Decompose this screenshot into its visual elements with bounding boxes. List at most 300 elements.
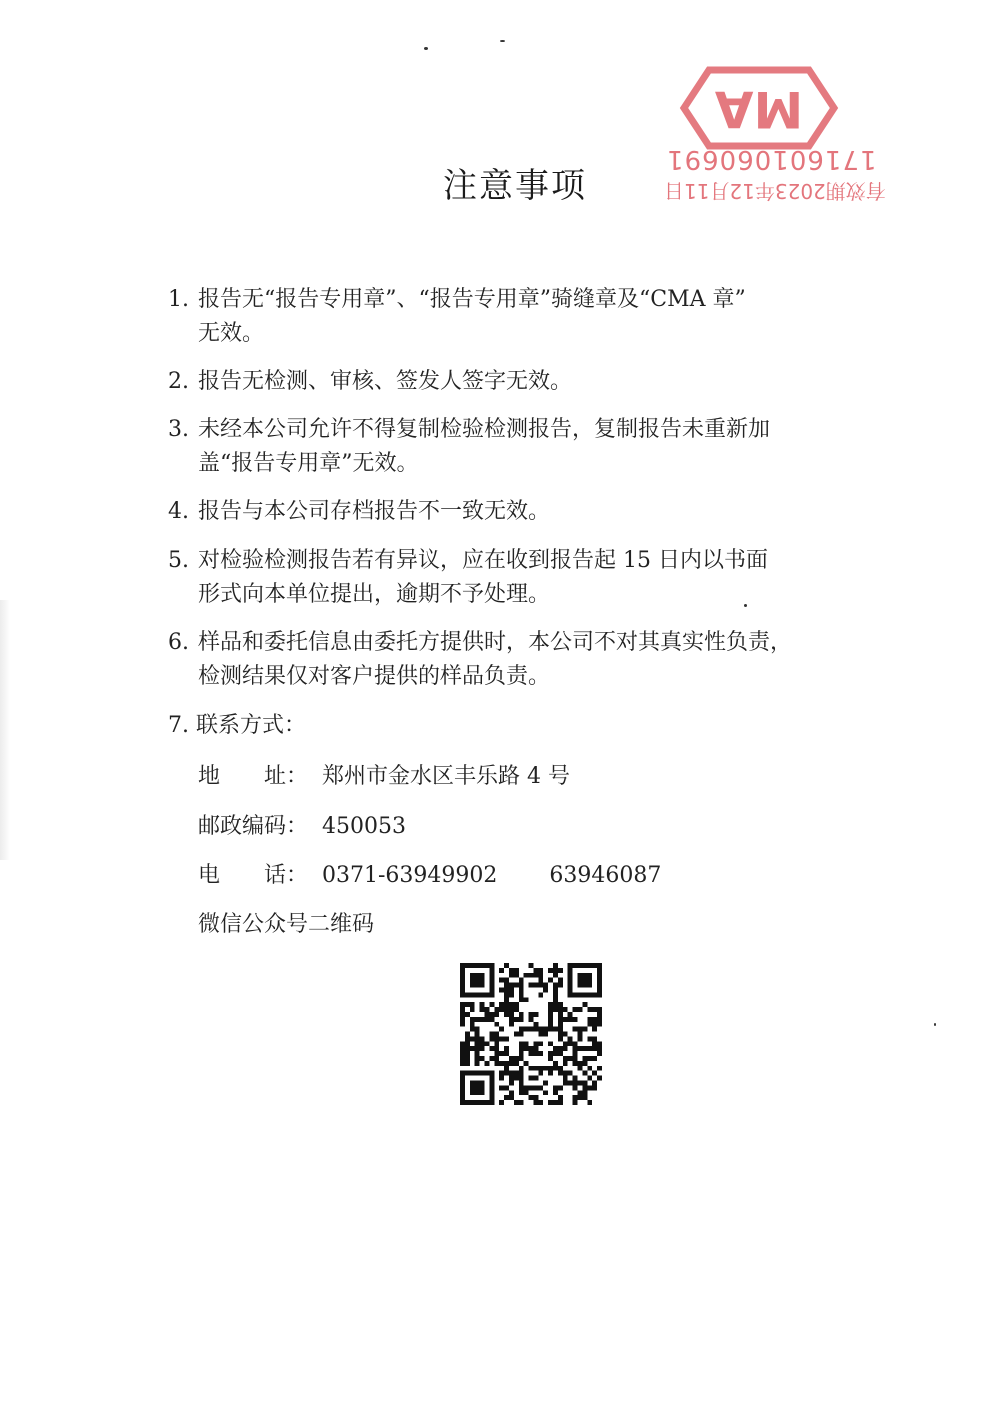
qr-module: [543, 1032, 548, 1037]
qr-module: [519, 1100, 524, 1105]
qr-module: [533, 1012, 538, 1017]
qr-module: [489, 983, 494, 988]
qr-module: [460, 1046, 465, 1051]
qr-module: [475, 1090, 480, 1095]
qr-module: [553, 987, 558, 992]
qr-module: [509, 1056, 514, 1061]
qr-module: [568, 968, 573, 973]
qr-module: [597, 987, 602, 992]
qr-module: [587, 1046, 592, 1051]
qr-module: [480, 983, 485, 988]
qr-module: [538, 1032, 543, 1037]
qr-module: [504, 983, 509, 988]
scan-speck: [424, 47, 428, 50]
qr-module: [592, 1041, 597, 1046]
qr-module: [460, 1090, 465, 1095]
qr-module: [568, 1036, 573, 1041]
qr-module: [514, 1100, 519, 1105]
qr-module: [470, 1017, 475, 1022]
qr-module: [553, 968, 558, 973]
qr-module: [504, 997, 509, 1002]
qr-module: [592, 1017, 597, 1022]
qr-module: [529, 1046, 534, 1051]
qr-module: [543, 1066, 548, 1071]
qr-module: [460, 1095, 465, 1100]
qr-module: [587, 1085, 592, 1090]
qr-module: [475, 1100, 480, 1105]
qr-module: [489, 992, 494, 997]
qr-module: [592, 1056, 597, 1061]
qr-module: [563, 1081, 568, 1086]
qr-module: [543, 1090, 548, 1095]
qr-module: [553, 1007, 558, 1012]
qr-module: [568, 1017, 573, 1022]
qr-module: [494, 1022, 499, 1027]
qr-module: [573, 992, 578, 997]
qr-module: [509, 973, 514, 978]
notice-item-number: 4.: [168, 499, 189, 524]
qr-module: [587, 1100, 592, 1105]
qr-module: [470, 1036, 475, 1041]
qr-module: [494, 1012, 499, 1017]
qr-module: [568, 978, 573, 983]
qr-module: [489, 1076, 494, 1081]
qr-module: [504, 1007, 509, 1012]
qr-module: [519, 1085, 524, 1090]
qr-module: [509, 987, 514, 992]
qr-module: [568, 987, 573, 992]
qr-module: [460, 1007, 465, 1012]
qr-module: [587, 1066, 592, 1071]
qr-module: [524, 1046, 529, 1051]
qr-module: [538, 1100, 543, 1105]
qr-module: [582, 1095, 587, 1100]
qr-module: [533, 1046, 538, 1051]
qr-module: [494, 1007, 499, 1012]
qr-module: [543, 987, 548, 992]
notice-item-3: [168, 413, 888, 481]
qr-module: [480, 1071, 485, 1076]
qr-module: [475, 983, 480, 988]
qr-module: [460, 992, 465, 997]
qr-module: [509, 968, 514, 973]
qr-module: [514, 1007, 519, 1012]
qr-module: [582, 983, 587, 988]
qr-module: [548, 978, 553, 983]
qr-module: [509, 1071, 514, 1076]
qr-module: [543, 1027, 548, 1032]
qr-module: [568, 1041, 573, 1046]
qr-module: [465, 1012, 470, 1017]
qr-module: [533, 983, 538, 988]
qr-module: [568, 1071, 573, 1076]
qr-module: [582, 1071, 587, 1076]
qr-module: [529, 1017, 534, 1022]
qr-module: [480, 973, 485, 978]
qr-module: [563, 1076, 568, 1081]
qr-module: [475, 963, 480, 968]
qr-module: [509, 1095, 514, 1100]
qr-module: [499, 1027, 504, 1032]
qr-module: [538, 1027, 543, 1032]
qr-module: [538, 1085, 543, 1090]
qr-module: [578, 1036, 583, 1041]
qr-module: [568, 1056, 573, 1061]
qr-module: [489, 973, 494, 978]
qr-module: [587, 1022, 592, 1027]
qr-module: [582, 1027, 587, 1032]
qr-module: [489, 978, 494, 983]
qr-module: [553, 997, 558, 1002]
qr-module: [494, 1036, 499, 1041]
qr-module: [489, 1071, 494, 1076]
qr-module: [519, 1017, 524, 1022]
qr-module: [597, 1066, 602, 1071]
qr-module: [553, 1066, 558, 1071]
qr-module: [470, 1046, 475, 1051]
qr-module: [568, 1081, 573, 1086]
qr-module: [470, 978, 475, 983]
qr-module: [519, 978, 524, 983]
qr-module: [509, 1002, 514, 1007]
qr-module: [465, 1056, 470, 1061]
qr-module: [504, 992, 509, 997]
qr-module: [514, 1032, 519, 1037]
qr-module: [524, 1061, 529, 1066]
qr-module: [470, 1100, 475, 1105]
qr-module: [587, 1076, 592, 1081]
qr-module: [597, 1022, 602, 1027]
qr-module: [533, 1051, 538, 1056]
qr-module: [558, 1066, 563, 1071]
notice-item-4: [168, 495, 888, 529]
contact-heading: 7. 联系方式：: [168, 713, 306, 738]
qr-module: [460, 978, 465, 983]
qr-module: [578, 1007, 583, 1012]
qr-module: [529, 1027, 534, 1032]
scan-shadow: [0, 600, 10, 860]
qr-module: [538, 983, 543, 988]
qr-module: [558, 1046, 563, 1051]
qr-module: [480, 1041, 485, 1046]
qr-module: [484, 1100, 489, 1105]
qr-module: [568, 983, 573, 988]
phone-label: 电 话：: [198, 863, 309, 888]
notice-item-text: 报告无检测、审核、签发人签字无效。: [198, 369, 573, 394]
qr-module: [465, 992, 470, 997]
qr-module: [573, 1027, 578, 1032]
qr-module: [499, 987, 504, 992]
qr-module: [587, 992, 592, 997]
qr-module: [484, 1007, 489, 1012]
qr-module: [499, 1007, 504, 1012]
qr-module: [499, 1061, 504, 1066]
postcode-label: 邮政编码：: [198, 814, 309, 839]
phone-value-1: 0371-63949902: [322, 863, 498, 888]
qr-module: [558, 1032, 563, 1037]
qr-module: [504, 1095, 509, 1100]
qr-module: [524, 973, 529, 978]
notice-item-text: 对检验检测报告若有异议，应在收到报告起 15 日内以书面 形式向本单位提出，逾期不予处理。: [198, 548, 768, 607]
qr-module: [489, 1081, 494, 1086]
notice-item-number: 3.: [168, 417, 189, 442]
qr-module: [480, 1007, 485, 1012]
qr-module: [582, 1056, 587, 1061]
notice-item-6: [168, 626, 888, 694]
qr-module: [484, 1041, 489, 1046]
qr-module: [514, 1002, 519, 1007]
qr-code-icon: [460, 963, 602, 1105]
qr-module: [573, 1007, 578, 1012]
qr-module: [563, 1061, 568, 1066]
qr-module: [573, 1100, 578, 1105]
qr-module: [475, 978, 480, 983]
qr-module: [563, 1032, 568, 1037]
notice-item-text: 报告与本公司存档报告不一致无效。: [198, 499, 551, 524]
qr-module: [460, 968, 465, 973]
qr-module: [509, 1076, 514, 1081]
qr-module: [514, 968, 519, 973]
qr-module: [592, 1036, 597, 1041]
qr-module: [465, 1061, 470, 1066]
qr-module: [519, 1041, 524, 1046]
qr-module: [573, 1095, 578, 1100]
qr-module: [504, 1051, 509, 1056]
qr-module: [582, 1085, 587, 1090]
qr-module: [519, 1081, 524, 1086]
qr-module: [548, 1012, 553, 1017]
qr-module: [582, 963, 587, 968]
qr-module: [489, 1056, 494, 1061]
qr-module: [558, 1071, 563, 1076]
qr-module: [558, 1002, 563, 1007]
qr-module: [489, 1095, 494, 1100]
qr-module: [578, 1046, 583, 1051]
scan-speck: [500, 40, 505, 42]
qr-module: [578, 978, 583, 983]
qr-module: [509, 1012, 514, 1017]
qr-module: [597, 1076, 602, 1081]
seal-validity: 有效期2023年12月11日: [664, 179, 886, 203]
qr-module: [514, 983, 519, 988]
qr-module: [475, 1017, 480, 1022]
cma-seal-logo: [664, 58, 854, 158]
phone-row: [198, 858, 661, 889]
qr-module: [499, 1100, 504, 1105]
qr-module: [460, 1100, 465, 1105]
qr-module: [587, 1036, 592, 1041]
qr-module: [578, 992, 583, 997]
qr-module: [597, 1051, 602, 1056]
qr-module: [558, 1036, 563, 1041]
qr-module: [470, 963, 475, 968]
qr-module: [592, 1046, 597, 1051]
qr-module: [582, 992, 587, 997]
qr-module: [465, 1032, 470, 1037]
qr-module: [489, 1012, 494, 1017]
qr-module: [597, 1041, 602, 1046]
qr-module: [553, 1002, 558, 1007]
qr-module: [519, 1090, 524, 1095]
qr-module: [563, 1071, 568, 1076]
qr-module: [553, 1090, 558, 1095]
qr-module: [553, 1061, 558, 1066]
qr-module: [475, 1071, 480, 1076]
qr-module: [514, 1076, 519, 1081]
qr-module: [548, 1002, 553, 1007]
qr-module: [460, 983, 465, 988]
qr-module: [489, 1036, 494, 1041]
qr-module: [470, 983, 475, 988]
qr-module: [470, 1022, 475, 1027]
qr-module: [587, 978, 592, 983]
qr-module: [480, 992, 485, 997]
qr-module: [509, 1090, 514, 1095]
qr-module: [533, 968, 538, 973]
qr-module: [494, 1041, 499, 1046]
qr-module: [558, 1017, 563, 1022]
qr-module: [548, 1017, 553, 1022]
qr-module: [563, 1041, 568, 1046]
postcode-value: 450053: [322, 814, 406, 839]
qr-module: [553, 1046, 558, 1051]
qr-module: [538, 968, 543, 973]
qr-module: [529, 973, 534, 978]
qr-module: [504, 963, 509, 968]
qr-module: [465, 1046, 470, 1051]
qr-module: [509, 983, 514, 988]
qr-module: [470, 1081, 475, 1086]
qr-module: [533, 1095, 538, 1100]
qr-module: [519, 1051, 524, 1056]
qr-module: [489, 968, 494, 973]
qr-module: [480, 963, 485, 968]
qr-module: [563, 1056, 568, 1061]
qr-module: [548, 1066, 553, 1071]
qr-module: [578, 973, 583, 978]
qr-module: [582, 1046, 587, 1051]
qr-module: [489, 987, 494, 992]
qr-module: [504, 1046, 509, 1051]
qr-module: [489, 1100, 494, 1105]
qr-module: [558, 1100, 563, 1105]
qr-module: [489, 1085, 494, 1090]
qr-module: [578, 1061, 583, 1066]
qr-module: [533, 1076, 538, 1081]
qr-module: [548, 1007, 553, 1012]
qr-module: [514, 1017, 519, 1022]
qr-module: [587, 963, 592, 968]
qr-module: [573, 1061, 578, 1066]
qr-module: [558, 1012, 563, 1017]
qr-module: [480, 1002, 485, 1007]
qr-module: [460, 1081, 465, 1086]
qr-module: [553, 1051, 558, 1056]
qr-module: [509, 992, 514, 997]
qr-module: [538, 1051, 543, 1056]
qr-module: [524, 1085, 529, 1090]
qr-module: [470, 973, 475, 978]
qr-module: [465, 963, 470, 968]
notice-item-number: 5.: [168, 548, 189, 573]
qr-module: [484, 992, 489, 997]
qr-module: [597, 1007, 602, 1012]
qr-module: [529, 1085, 534, 1090]
qr-module: [460, 1022, 465, 1027]
qr-module: [460, 1061, 465, 1066]
qr-module: [582, 1002, 587, 1007]
qr-module: [597, 963, 602, 968]
qr-module: [465, 1100, 470, 1105]
qr-module: [480, 1046, 485, 1051]
scan-speck: [934, 1023, 936, 1026]
qr-module: [470, 1085, 475, 1090]
qr-module: [499, 1051, 504, 1056]
qr-module: [460, 1071, 465, 1076]
qr-module: [519, 1027, 524, 1032]
qr-module: [563, 1046, 568, 1051]
qr-module: [494, 1056, 499, 1061]
qr-module: [460, 1002, 465, 1007]
qr-module: [563, 1017, 568, 1022]
qr-module: [489, 1090, 494, 1095]
notice-item-number: 6.: [168, 630, 189, 655]
qr-module: [529, 1051, 534, 1056]
qr-module: [524, 1041, 529, 1046]
qr-module: [538, 1071, 543, 1076]
qr-module: [460, 963, 465, 968]
qr-module: [578, 1066, 583, 1071]
qr-module: [533, 973, 538, 978]
qr-module: [460, 1076, 465, 1081]
qr-module: [494, 1051, 499, 1056]
notice-item-text: 报告无“报告专用章”、“报告专用章”骑缝章及“CMA 章” 无效。: [198, 287, 746, 346]
qr-module: [499, 1071, 504, 1076]
qr-module: [504, 1066, 509, 1071]
qr-module: [480, 1017, 485, 1022]
qr-module: [573, 1017, 578, 1022]
qr-module: [519, 1056, 524, 1061]
qr-module: [519, 1071, 524, 1076]
qr-module: [494, 1032, 499, 1037]
qr-module: [533, 1027, 538, 1032]
qr-module: [484, 1012, 489, 1017]
qr-module: [475, 1056, 480, 1061]
qr-module: [475, 1032, 480, 1037]
qr-module: [558, 1027, 563, 1032]
qr-module: [499, 1085, 504, 1090]
qr-module: [470, 1002, 475, 1007]
qr-module: [553, 1027, 558, 1032]
qr-module: [558, 1007, 563, 1012]
qr-module: [504, 1071, 509, 1076]
notice-item-5: [168, 544, 888, 612]
qr-module: [597, 1017, 602, 1022]
qr-module: [597, 968, 602, 973]
qr-module: [582, 1081, 587, 1086]
qr-module: [573, 1081, 578, 1086]
qr-module: [558, 1051, 563, 1056]
qr-module: [484, 1061, 489, 1066]
qr-module: [573, 1076, 578, 1081]
qr-module: [504, 1002, 509, 1007]
qr-module: [465, 1041, 470, 1046]
qr-module: [573, 1051, 578, 1056]
qr-module: [592, 1085, 597, 1090]
qr-module: [489, 1017, 494, 1022]
qr-module: [504, 1036, 509, 1041]
qr-module: [548, 1100, 553, 1105]
